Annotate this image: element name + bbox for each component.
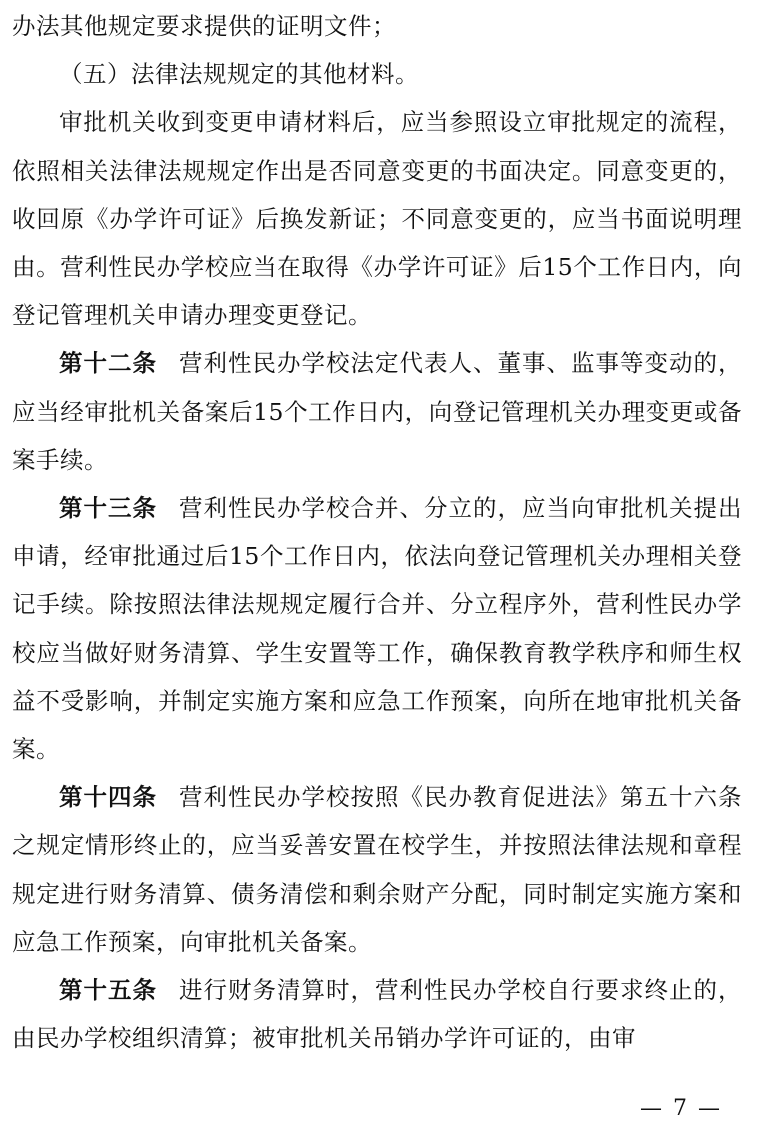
paragraph-approval-process	[12, 98, 742, 339]
page-number: — 7 —	[640, 1096, 722, 1121]
article-12	[12, 339, 742, 484]
article-title: 第十三条	[59, 494, 157, 523]
article-title: 第十二条	[59, 349, 157, 378]
article-text: 营利性民办学校法定代表人、董事、监事等变动的，应当经审批机关备案后15个工作日内，向登记管理机关办理变更或备案手续。	[12, 349, 742, 474]
paragraph-text: 审批机关收到变更申请材料后，应当参照设立审批规定的流程，依照相关法律法规规定作出是否同意变更的书面决定。同意变更的，收回原《办学许可证》后换发新证；不同意变更的，应当书面说明理由。营利性民办学校应当在取得《办学许可证》后15个工作日内，向登记管理机关申请办理变更登记。	[12, 108, 742, 330]
article-title: 第十五条	[59, 976, 157, 1005]
document-body	[12, 2, 742, 1062]
paragraph-text: 办法其他规定要求提供的证明文件；	[12, 12, 396, 40]
paragraph-text: （五）法律法规规定的其他材料。	[59, 60, 419, 89]
article-text: 进行财务清算时，营利性民办学校自行要求终止的，由民办学校组织清算；被审批机关吊销办学许可证的，由审	[12, 976, 742, 1053]
article-title: 第十四条	[59, 783, 157, 812]
paragraph-continuation	[12, 2, 742, 50]
article-14	[12, 773, 742, 966]
article-text: 营利性民办学校按照《民办教育促进法》第五十六条之规定情形终止的，应当妥善安置在校学生，并按照法律法规和章程规定进行财务清算、债务清偿和剩余财产分配，同时制定实施方案和应急工作预案，向审批机关备案。	[12, 783, 742, 956]
article-text: 营利性民办学校合并、分立的，应当向审批机关提出申请，经审批通过后15个工作日内，依法向登记管理机关办理相关登记手续。除按照法律法规规定履行合并、分立程序外，营利性民办学校应当做好财务清算、学生安置等工作，确保教育教学秩序和师生权益不受影响，并制定实施方案和应急工作预案，向所在地审批机关备案。	[12, 494, 742, 764]
paragraph-item-five	[12, 50, 742, 98]
article-13	[12, 484, 742, 773]
article-15	[12, 966, 742, 1062]
